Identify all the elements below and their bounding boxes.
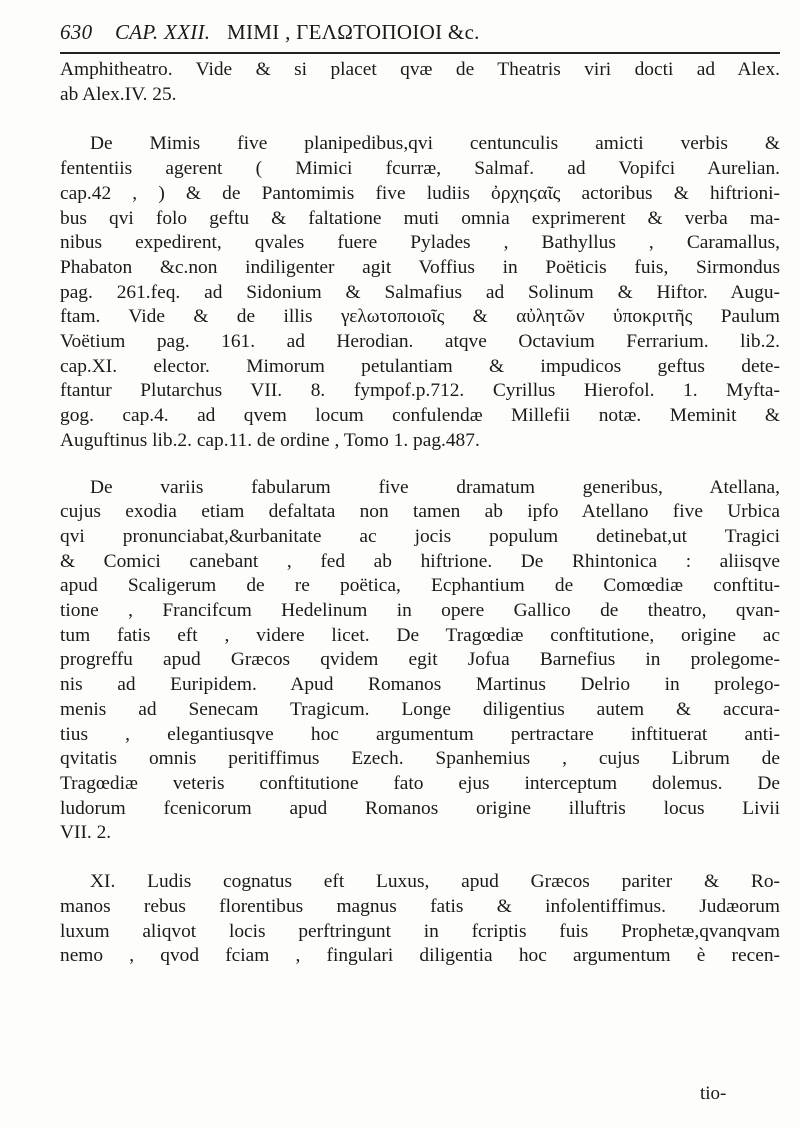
header-rule xyxy=(60,52,780,54)
text-line: nibus expedirent, qvales fuere Pylades , Bathyllus , Caramallus, xyxy=(60,232,780,254)
text-line: nis ad Euripidem. Apud Romanos Martinus Delrio in prolego- xyxy=(60,674,780,696)
text-line: ab Alex.IV. 25. xyxy=(60,83,177,105)
text-line: tius , elegantiusqve hoc argumentum pertractare inftituerat anti- xyxy=(60,723,780,745)
text-line: qvi pronunciabat,&urbanitate ac jocis populum detinebat,ut Tragici xyxy=(60,525,780,547)
text-line: XI. Ludis cognatus eft Luxus, apud Græcos pariter & Ro- xyxy=(90,871,780,893)
text-line: ftam. Vide & de illis γελωτοποιοῖς & αὐλητῶν ὑποκριτῆς Paulum xyxy=(60,306,780,328)
page-number: 630 xyxy=(60,20,93,44)
paragraph-3 xyxy=(60,476,780,847)
text-line: Auguftinus lib.2. cap.11. de ordine , Tomo 1. pag.487. xyxy=(60,429,480,451)
text-line: Amphitheatro. Vide & si placet qvæ de Theatris viri docti ad Alex. xyxy=(60,59,780,80)
paragraph-4 xyxy=(60,870,780,969)
text-line: cap.42 , ) & de Pantomimis five ludiis ὀρχηϛαῖς actoribus & hiftrioni- xyxy=(60,182,780,204)
text-line: & Comici canebant , fed ab hiftrione. De Rhintonica : aliisqve xyxy=(60,550,780,572)
running-title: MIMI , ΓΕΛΩΤΟΠΟΙΟΙ &c. xyxy=(227,20,480,44)
text-line: Phabaton &c.non indiligenter agit Voffius in Poëticis fuis, Sirmondus xyxy=(60,256,780,278)
text-line: progreffu apud Græcos qvidem egit Jofua Barnefius in prolegome- xyxy=(60,649,780,671)
text-line: manos rebus florentibus magnus fatis & infolentiffimus. Judæorum xyxy=(60,895,780,917)
text-line: De Mimis five planipedibus,qvi centunculis amicti verbis & xyxy=(90,133,780,155)
text-line: cujus exodia etiam defaltata non tamen ab ipfo Atellano five Urbica xyxy=(60,501,780,523)
page-header xyxy=(60,10,780,48)
catchword: tio- xyxy=(700,1083,727,1104)
text-line: nemo , qvod fciam , fingulari diligentia hoc argumentum è recen- xyxy=(60,945,780,967)
paragraph-2 xyxy=(60,132,780,453)
text-line: tione , Francifcum Hedelinum in opere Gallico de theatro, qvan- xyxy=(60,600,780,622)
text-line: ftantur Plutarchus VII. 8. fympof.p.712. Cyrillus Hierofol. 1. Myfta- xyxy=(60,380,780,402)
text-line: fententiis agerent ( Mimici fcurræ, Salmaf. ad Vopifci Aurelian. xyxy=(60,158,780,180)
text-line: menis ad Senecam Tragicum. Longe diligentius autem & accura- xyxy=(60,698,780,720)
text-line: qvitatis omnis peritiffimus Ezech. Spanhemius , cujus Librum de xyxy=(60,748,780,770)
text-line: luxum aliqvot locis perftringunt in fcriptis fuis Prophetæ,qvanqvam xyxy=(60,920,780,942)
text-line: ludorum fcenicorum apud Romanos origine illuftris locus Livii xyxy=(60,797,780,819)
paragraph-1 xyxy=(60,58,780,107)
text-line: pag. 261.feq. ad Sidonium & Salmafius ad Solinum & Hiftor. Augu- xyxy=(60,281,780,303)
text-line: gog. cap.4. ad qvem locum confulendæ Millefii notæ. Meminit & xyxy=(60,405,780,427)
text-line: bus qvi folo geftu & faltatione muti omnia exprimerent & verba ma- xyxy=(60,207,780,229)
text-line: VII. 2. xyxy=(60,822,112,844)
chapter-heading: CAP. XXII. xyxy=(115,20,211,44)
text-line: Tragœdiæ veteris conftitutione fato ejus interceptum dolemus. De xyxy=(60,772,780,794)
text-line: apud Scaligerum de re poëtica, Ecphantium de Comœdiæ conftitu- xyxy=(60,575,780,597)
body-text xyxy=(60,58,780,969)
text-line: tum fatis eft , videre licet. De Tragœdiæ conftitutione, origine ac xyxy=(60,624,780,646)
text-line: De variis fabularum five dramatum generibus, Atellana, xyxy=(90,476,780,498)
text-line: Voëtium pag. 161. ad Herodian. atqve Octavium Ferrarium. lib.2. xyxy=(60,331,780,353)
text-line: cap.XI. elector. Mimorum petulantiam & impudicos geftus dete- xyxy=(60,355,780,377)
